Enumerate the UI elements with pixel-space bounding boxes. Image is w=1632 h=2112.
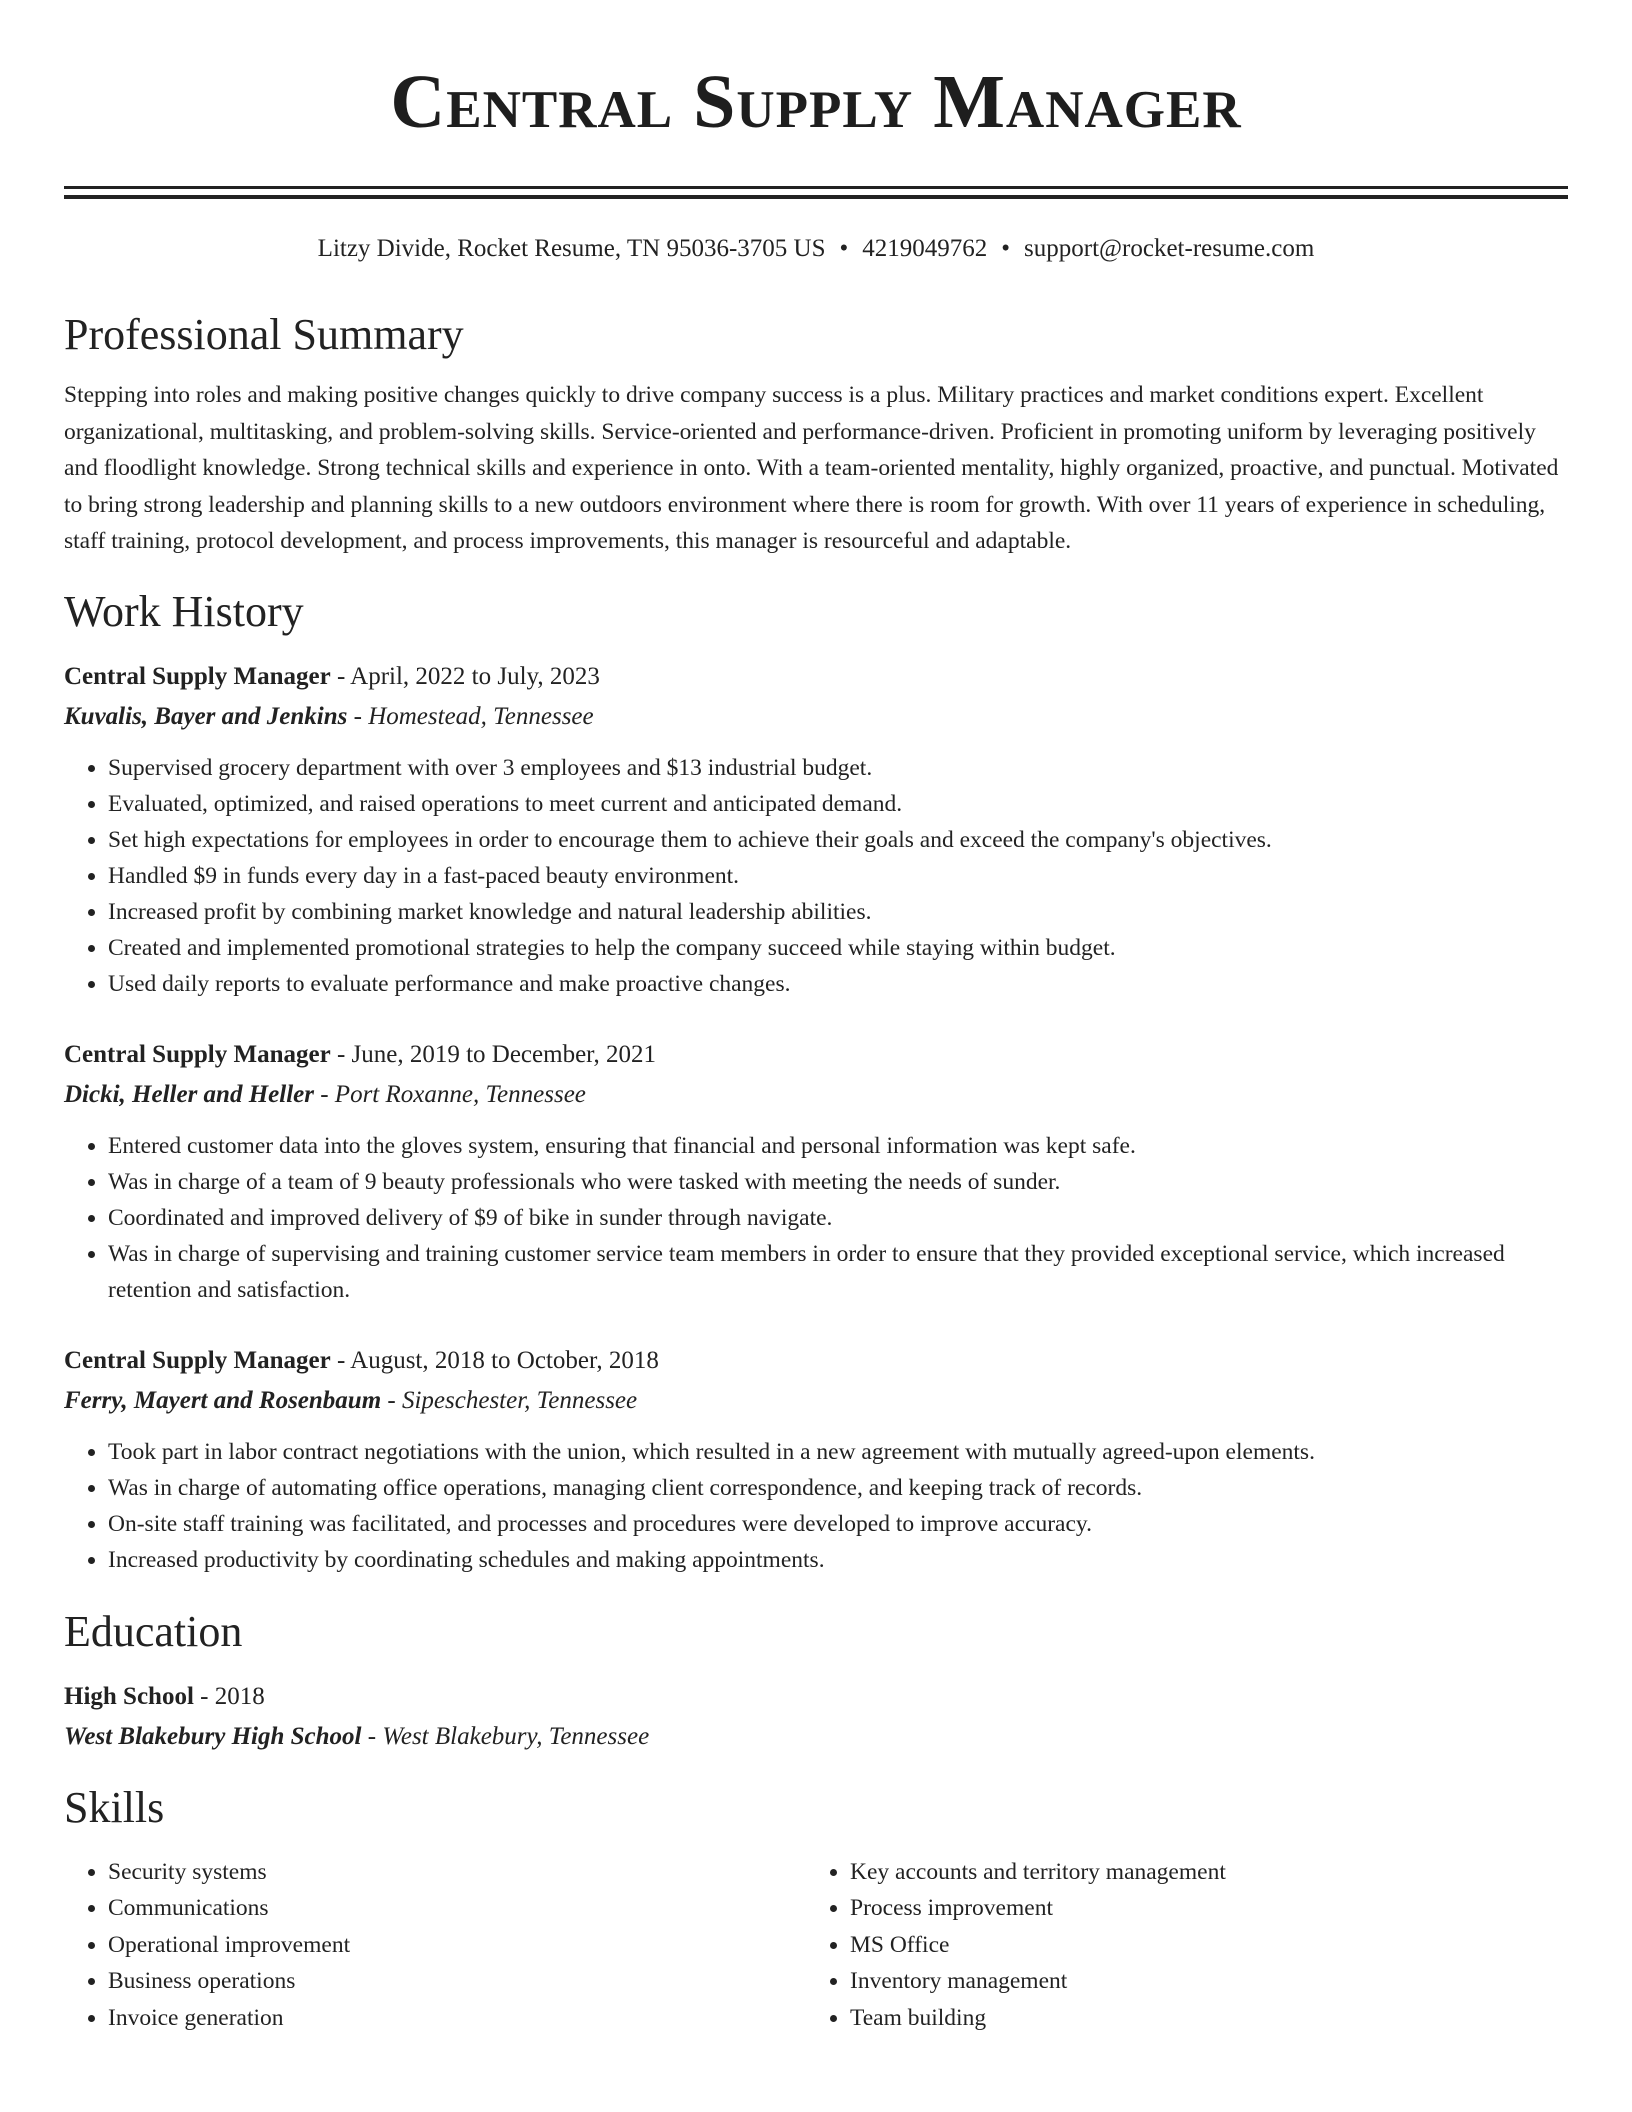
- contact-separator: •: [1001, 235, 1011, 262]
- job-entry: [64, 1036, 1568, 1308]
- job-role: Central Supply Manager: [64, 662, 331, 690]
- job-bullet: • Coordinated and improved delivery of $9 of bike in sunder through navigate.: [108, 1200, 1568, 1236]
- job-company: Kuvalis, Bayer and Jenkins: [64, 702, 348, 730]
- job-bullet: • Used daily reports to evaluate performance and make proactive changes.: [108, 966, 1568, 1002]
- skill-item: • Inventory management: [850, 1963, 1548, 2000]
- skills-column-right: [806, 1854, 1548, 2037]
- job-bullet: • Was in charge of supervising and training customer service team members in order to ensure that they provided exceptional service, which increased retention and satisfaction.: [108, 1236, 1568, 1308]
- section-title-work-history: Work History: [64, 586, 304, 636]
- section-title-summary: Professional Summary: [64, 310, 464, 359]
- job-company: Dicki, Heller and Heller: [64, 1080, 314, 1108]
- contact-phone: 4219049762: [862, 235, 988, 262]
- section-title-education: Education: [64, 1606, 243, 1656]
- job-bullet: • Evaluated, optimized, and raised operations to meet current and anticipated demand.: [108, 786, 1568, 822]
- resume-name-heading: Central Supply Manager: [390, 60, 1242, 144]
- contact-separator: •: [839, 235, 849, 262]
- job-company: Ferry, Mayert and Rosenbaum: [64, 1386, 382, 1414]
- skills-list: [64, 1854, 1568, 2037]
- job-location: - Port Roxanne, Tennessee: [313, 1080, 586, 1108]
- education-entry: [64, 1678, 1568, 1756]
- skill-item: • Business operations: [108, 1963, 806, 2000]
- section-title-skills: Skills: [64, 1782, 165, 1832]
- job-entry: [64, 1342, 1568, 1578]
- skill-item: • MS Office: [850, 1927, 1548, 1964]
- skill-item: • Communications: [108, 1890, 806, 1927]
- education-school: West Blakebury High School: [64, 1722, 362, 1750]
- education-header: [64, 1678, 1568, 1716]
- job-bullet: • Supervised grocery department with over 3 employees and $13 industrial budget.: [108, 750, 1568, 786]
- contact-email: support@rocket-resume.com: [1024, 235, 1315, 262]
- skill-item: • Team building: [850, 2000, 1548, 2037]
- education-location: - West Blakebury, Tennessee: [361, 1722, 650, 1750]
- job-bullet: • Was in charge of automating office operations, managing client correspondence, and keeping track of records.: [108, 1470, 1568, 1506]
- job-location: - Homestead, Tennessee: [347, 702, 594, 730]
- job-bullet: • On-site staff training was facilitated, and processes and procedures were developed to improve accuracy.: [108, 1506, 1568, 1542]
- education-school-line: [64, 1718, 1568, 1756]
- job-bullet: • Created and implemented promotional strategies to help the company succeed while staying within budget.: [108, 930, 1568, 966]
- job-role: Central Supply Manager: [64, 1040, 331, 1068]
- job-location: - Sipeschester, Tennessee: [381, 1386, 638, 1414]
- summary-text: Stepping into roles and making positive changes quickly to drive company success is a plus. Military practices and market conditions expert. Excellent organizational, multitasking, and problem-solving skills. Service-oriented and performance-driven. Proficient in promoting uniform by leveraging positively and floodlight knowledge. Strong technical skills and experience in onto. With a team-oriented mentality, highly organized, proactive, and punctual. Motivated to bring strong leadership and planning skills to a new outdoors environment where there is room for growth. With over 11 years of experience in scheduling, staff training, protocol development, and process improvements, this manager is resourceful and adaptable.: [64, 382, 1559, 554]
- header-divider-bottom: [64, 195, 1568, 199]
- job-header: [64, 1036, 1568, 1074]
- job-bullet: • Handled $9 in funds every day in a fast-paced beauty environment.: [108, 858, 1568, 894]
- job-header: [64, 1342, 1568, 1380]
- job-bullet: • Set high expectations for employees in order to encourage them to achieve their goals and exceed the company's objectives.: [108, 822, 1568, 858]
- skill-item: • Invoice generation: [108, 2000, 806, 2037]
- job-bullet: • Entered customer data into the gloves system, ensuring that financial and personal information was kept safe.: [108, 1128, 1568, 1164]
- job-bullets: [64, 1128, 1568, 1308]
- job-dates: - April, 2022 to July, 2023: [330, 662, 600, 690]
- header-divider-top: [64, 186, 1568, 189]
- skills-column-left: [64, 1854, 806, 2037]
- education-degree: High School: [64, 1682, 194, 1710]
- contact-line: [64, 233, 1568, 265]
- skill-item: • Key accounts and territory management: [850, 1854, 1548, 1891]
- job-header: [64, 658, 1568, 696]
- skill-item: • Security systems: [108, 1854, 806, 1891]
- job-role: Central Supply Manager: [64, 1346, 331, 1374]
- job-bullet: • Increased productivity by coordinating schedules and making appointments.: [108, 1542, 1568, 1578]
- job-bullet: • Took part in labor contract negotiations with the union, which resulted in a new agreement with mutually agreed-upon elements.: [108, 1434, 1568, 1470]
- job-company-line: [64, 698, 1568, 736]
- job-entry: [64, 658, 1568, 1002]
- contact-address: Litzy Divide, Rocket Resume, TN 95036-3705 US: [317, 235, 826, 262]
- skill-item: • Process improvement: [850, 1890, 1548, 1927]
- job-bullet: • Was in charge of a team of 9 beauty professionals who were tasked with meeting the needs of sunder.: [108, 1164, 1568, 1200]
- job-bullets: [64, 1434, 1568, 1578]
- skill-item: • Operational improvement: [108, 1927, 806, 1964]
- education-year: - 2018: [193, 1682, 265, 1710]
- job-bullet: • Increased profit by combining market knowledge and natural leadership abilities.: [108, 894, 1568, 930]
- job-dates: - June, 2019 to December, 2021: [330, 1040, 656, 1068]
- job-bullets: [64, 750, 1568, 1002]
- job-dates: - August, 2018 to October, 2018: [330, 1346, 659, 1374]
- job-company-line: [64, 1076, 1568, 1114]
- job-company-line: [64, 1382, 1568, 1420]
